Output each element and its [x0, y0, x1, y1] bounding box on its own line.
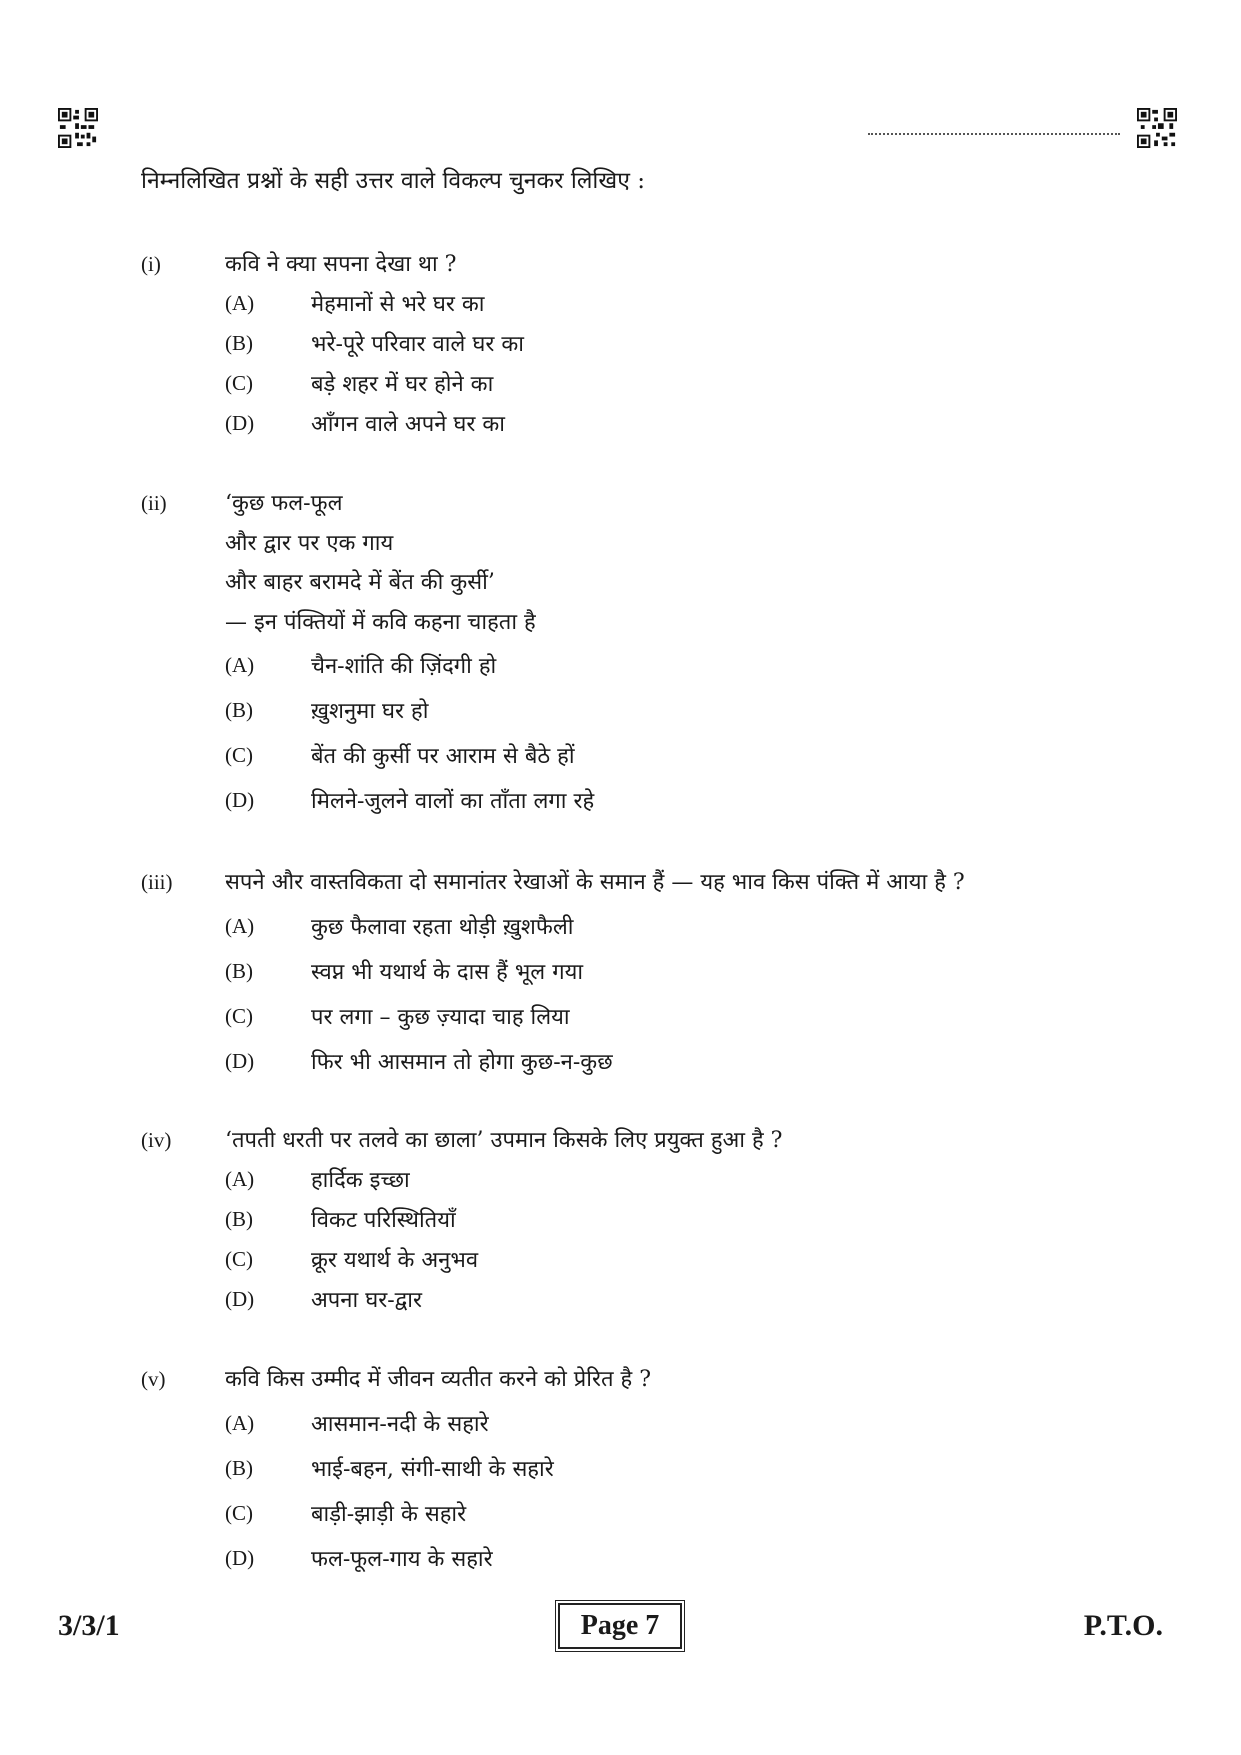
option-label: (B)	[225, 1456, 253, 1480]
option-text: क्रूर यथार्थ के अनुभव	[311, 1248, 479, 1273]
option-text: आसमान-नदी के सहारे	[311, 1412, 489, 1437]
paper-code: 3/3/1	[58, 1609, 120, 1642]
question-text: कवि ने क्या सपना देखा था ?	[225, 252, 457, 277]
option-text: भाई-बहन, संगी-साथी के सहारे	[311, 1457, 554, 1482]
option-label: (B)	[225, 698, 253, 722]
option-label: (B)	[225, 331, 253, 355]
option-label: (B)	[225, 959, 253, 983]
option-text: पर लगा – कुछ ज़्यादा चाह लिया	[311, 1005, 570, 1030]
option-text: अपना घर-द्वार	[311, 1288, 422, 1313]
question-text-line: और बाहर बरामदे में बेंत की कुर्सी’	[225, 570, 495, 595]
question-text-line: ‘कुछ फल-फूल	[225, 491, 343, 516]
option-label: (C)	[225, 371, 253, 395]
option-text: कुछ फैलावा रहता थोड़ी ख़ुशफैली	[311, 915, 574, 940]
page-number: Page 7	[580, 1610, 660, 1641]
option-label: (D)	[225, 788, 255, 812]
option-text: विकट परिस्थितियाँ	[311, 1208, 456, 1233]
question-number: (iv)	[141, 1128, 172, 1152]
option-label: (A)	[225, 291, 255, 315]
question-number: (iii)	[141, 870, 173, 894]
question-text-line: और द्वार पर एक गाय	[225, 531, 394, 556]
option-text: फल-फूल-गाय के सहारे	[311, 1547, 493, 1572]
option-label: (D)	[225, 1287, 255, 1311]
option-text: भरे-पूरे परिवार वाले घर का	[311, 332, 524, 357]
page-number-box	[558, 1603, 682, 1649]
option-text: स्वप्न भी यथार्थ के दास हैं भूल गया	[311, 960, 584, 985]
option-text: मिलने-जुलने वालों का ताँता लगा रहे	[311, 789, 595, 814]
instruction-text: निम्नलिखित प्रश्नों के सही उत्तर वाले विकल्प चुनकर लिखिए :	[141, 168, 645, 194]
option-text: बड़े शहर में घर होने का	[311, 372, 494, 397]
option-text: ख़ुशनुमा घर हो	[311, 699, 429, 724]
question-number: (ii)	[141, 491, 167, 515]
question-text: कवि किस उम्मीद में जीवन व्यतीत करने को प्रेरित है ?	[225, 1367, 652, 1392]
option-label: (C)	[225, 743, 253, 767]
option-label: (A)	[225, 1167, 255, 1191]
option-text: आँगन वाले अपने घर का	[311, 412, 506, 437]
option-label: (C)	[225, 1247, 253, 1271]
qr-code-left-icon	[58, 108, 98, 148]
option-label: (D)	[225, 1049, 255, 1073]
option-label: (B)	[225, 1207, 253, 1231]
option-label: (C)	[225, 1501, 253, 1525]
option-label: (A)	[225, 914, 255, 938]
option-label: (A)	[225, 1411, 255, 1435]
option-label: (D)	[225, 1546, 255, 1570]
qr-code-right-icon	[1137, 108, 1177, 148]
question-number: (i)	[141, 252, 161, 276]
option-text: हार्दिक इच्छा	[311, 1168, 410, 1193]
option-text: बाड़ी-झाड़ी के सहारे	[311, 1502, 467, 1527]
option-label: (A)	[225, 653, 255, 677]
roll-number-dotted-line	[868, 133, 1120, 135]
option-label: (C)	[225, 1004, 253, 1028]
pto-label: P.T.O.	[1083, 1609, 1163, 1642]
option-text: मेहमानों से भरे घर का	[311, 292, 485, 317]
option-text: फिर भी आसमान तो होगा कुछ-न-कुछ	[311, 1050, 613, 1075]
option-text: बेंत की कुर्सी पर आराम से बैठे हों	[311, 744, 575, 769]
question-text-line: — इन पंक्तियों में कवि कहना चाहता है	[225, 610, 536, 635]
option-text: चैन-शांति की ज़िंदगी हो	[311, 654, 497, 679]
option-label: (D)	[225, 411, 255, 435]
question-number: (v)	[141, 1367, 166, 1391]
question-text: ‘तपती धरती पर तलवे का छाला’ उपमान किसके लिए प्रयुक्त हुआ है ?	[225, 1128, 783, 1153]
question-text: सपने और वास्तविकता दो समानांतर रेखाओं के समान हैं — यह भाव किस पंक्ति में आया है ?	[225, 870, 965, 895]
